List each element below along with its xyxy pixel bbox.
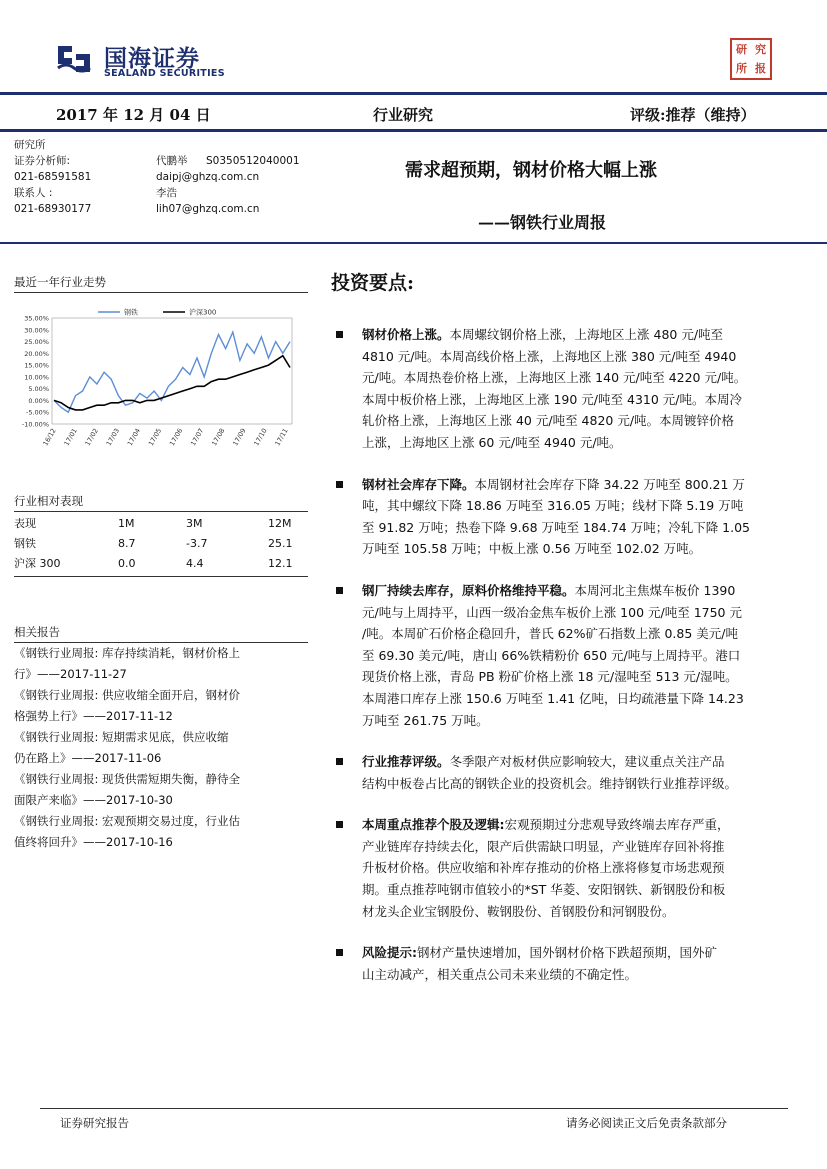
related-item[interactable] [14, 811, 314, 853]
point-item [336, 751, 806, 794]
point-line: 升板材价格。供应收缩和补库存推动的价格上涨将修复市场悲观预 [362, 860, 725, 876]
y-tick-label: 25.00% [24, 338, 49, 347]
x-tick-label: 17/03 [104, 427, 122, 448]
related-title: 相关报告 [14, 625, 60, 639]
point-line: 结构中板卷占比高的钢铁企业的投资机会。维持钢铁行业推荐评级。 [362, 775, 738, 791]
x-tick-label: 17/08 [210, 427, 227, 448]
related-item[interactable] [14, 727, 314, 769]
table-cell: 12.1 [268, 556, 293, 570]
legend-label: 沪深300 [189, 308, 217, 317]
point-line: 万吨至 105.58 万吨；中板上涨 0.56 万吨至 102.02 万吨。 [362, 541, 702, 557]
contact-phone: 021-68930177 [14, 203, 92, 215]
point-item [336, 814, 806, 922]
point-line: 材龙头企业宝钢股份、鞍钢股份、首钢股份和河钢股份。 [362, 903, 675, 919]
sealand-logo-icon [54, 40, 94, 78]
point-line: 宏观预期过分悲观导致终端去库存严重， [504, 817, 730, 833]
table-header: 表现 [14, 517, 36, 530]
related-line: 行》——2017-11-27 [14, 667, 127, 681]
point-item [336, 324, 806, 454]
report-subtitle: ——钢铁行业周报 [478, 213, 607, 232]
y-tick-label: 35.00% [24, 314, 49, 323]
stamp-char: 所 [736, 61, 747, 75]
y-tick-label: 0.00% [28, 396, 49, 405]
logo-english: SEALAND SECURITIES [104, 68, 225, 79]
table-header: 12M [268, 516, 292, 530]
point-line: 期。重点推荐吨钢市值较小的*ST 华菱、安阳钢铁、新钢股份和板 [362, 882, 726, 898]
x-tick-label: 17/05 [146, 427, 164, 448]
analyst-label: 证券分析师: [14, 155, 71, 167]
x-tick-label: 17/11 [273, 427, 290, 448]
analyst-row [14, 153, 334, 169]
point-line: 4810 元/吨。本周高线价格上涨，上海地区上涨 380 元/吨至 4940 [362, 348, 737, 364]
point-line: /吨。本周矿石价格企稳回升，普氏 62%矿石指数上涨 0.85 美元/吨 [362, 626, 738, 642]
divider [14, 511, 308, 512]
x-tick-label: 17/10 [252, 427, 269, 448]
table-row [14, 553, 308, 573]
point-line: 本周螺纹钢价格上涨，上海地区上涨 480 元/吨至 [449, 327, 724, 342]
related-line: 面限产来临》——2017-10-30 [14, 793, 173, 807]
contact-email[interactable]: lih07@ghzq.com.cn [156, 203, 260, 215]
research-stamp [730, 38, 772, 80]
point-line: 本周钢材社会库存下降 34.22 万吨至 800.21 万 [474, 476, 745, 492]
points-title: 投资要点: [331, 272, 415, 294]
stamp-char: 报 [755, 61, 766, 75]
point-head: 本周重点推荐个股及逻辑: [362, 817, 505, 833]
bullet-square-icon [336, 481, 343, 488]
point-head: 钢材价格上涨。 [362, 327, 450, 342]
related-line: 《钢铁行业周报: 宏观预期交易过度，行业估 [14, 814, 241, 828]
table-header: 3M [186, 516, 203, 530]
logo-chinese: 国海证券 [104, 46, 200, 72]
point-head: 风险提示: [362, 945, 417, 961]
point-head: 钢厂持续去库存，原料价格维持平稳。 [362, 582, 575, 598]
point-line: 现货价格上涨，青岛 PB 粉矿价格上涨 18 元/湿吨至 513 元/湿吨。 [362, 669, 738, 685]
report-date: 2017 年 12 月 04 日 [56, 106, 211, 124]
related-line: 《钢铁行业周报: 库存持续消耗，钢材价格上 [14, 646, 241, 660]
bullet-square-icon [336, 821, 343, 828]
series-line-steel [54, 332, 290, 412]
related-list [14, 643, 314, 853]
analyst-email[interactable]: daipj@ghzq.com.cn [156, 171, 260, 183]
point-line: 至 91.82 万吨；热卷下降 9.68 万吨至 184.74 万吨；冷轧下降 1.05 [362, 519, 751, 535]
analyst-phone: 021-68591581 [14, 171, 92, 183]
bullet-square-icon [336, 331, 343, 338]
divider [14, 576, 308, 577]
table-header: 1M [118, 516, 135, 530]
x-tick-label: 17/01 [62, 427, 79, 448]
bullet-square-icon [336, 587, 343, 594]
x-tick-label: 17/06 [167, 427, 185, 448]
y-tick-label: 20.00% [24, 349, 49, 358]
y-tick-label: 15.00% [24, 361, 49, 370]
footer-divider [40, 1108, 788, 1109]
point-line: 吨，其中螺纹下降 18.86 万吨至 316.05 万吨；线材下降 5.19 万吨 [362, 498, 744, 514]
related-item[interactable] [14, 685, 314, 727]
header-divider [0, 242, 827, 244]
point-item [336, 580, 806, 731]
point-line: 元/吨。本周热卷价格上涨，上海地区上涨 140 元/吨至 4220 元/吨。 [362, 370, 747, 386]
y-tick-label: 5.00% [28, 385, 49, 394]
related-line: 《钢铁行业周报: 供应收缩全面开启，钢材价 [14, 688, 241, 702]
point-line: 万吨至 261.75 万吨。 [362, 712, 489, 728]
analyst-name: 代鹏举 [156, 155, 188, 167]
x-tick-label: 17/02 [83, 427, 100, 448]
stamp-char: 究 [755, 42, 766, 56]
point-item [336, 942, 806, 985]
report-title: 需求超预期，钢材价格大幅上涨 [405, 160, 657, 181]
x-tick-label: 16/12 [41, 427, 58, 448]
table-cell: 0.0 [118, 556, 136, 570]
table-cell: 8.7 [118, 536, 136, 550]
analyst-row [14, 185, 334, 201]
x-tick-label: 17/07 [189, 427, 206, 448]
x-tick-label: 17/04 [125, 427, 143, 448]
stamp-char: 研 [736, 42, 747, 56]
related-line: 《钢铁行业周报: 短期需求见底，供应收缩 [14, 730, 229, 744]
y-tick-label: 10.00% [24, 373, 49, 382]
related-line: 仍在路上》——2017-11-06 [14, 751, 162, 765]
point-line: 至 69.30 美元/吨，唐山 66%铁精粉价 650 元/吨与上周持平。港口 [362, 647, 741, 663]
contact-label: 联系人 : [14, 187, 53, 199]
legend-label: 钢铁 [124, 308, 138, 317]
divider [14, 292, 308, 293]
y-tick-label: 30.00% [24, 326, 49, 335]
analyst-cert: S0350512040001 [206, 155, 300, 167]
point-line: 轧价格上涨，上海地区上涨 40 元/吨至 4820 元/吨。本周镀锌价格 [362, 413, 735, 429]
bullet-square-icon [336, 758, 343, 765]
report-type: 行业研究 [373, 106, 434, 124]
point-line: 本周港口库存上涨 150.6 万吨至 1.41 亿吨，日均疏港量下降 14.23 [362, 690, 744, 706]
dept-label: 研究所 [14, 139, 46, 151]
investment-points [336, 324, 806, 985]
point-line: 产业链库存持续去化，限产后供需缺口明显，产业链库存回补将推 [362, 838, 725, 854]
report-info-bar [0, 92, 827, 132]
related-item[interactable] [14, 643, 314, 685]
point-line: 山主动减产，相关重点公司未来业绩的不确定性。 [362, 966, 638, 982]
trend-chart [10, 300, 300, 460]
table-cell: 沪深 300 [14, 557, 61, 570]
perf-table [14, 513, 308, 573]
contact-name: 李浩 [156, 187, 177, 199]
related-line: 《钢铁行业周报: 现货供需短期失衡，静待全 [14, 772, 241, 786]
x-tick-label: 17/09 [231, 427, 248, 448]
table-cell: 4.4 [186, 556, 204, 570]
footer-right: 请务必阅读正文后免责条款部分 [566, 1116, 727, 1130]
point-line: 元/吨与上周持平，山西一级冶金焦车板价上涨 100 元/吨至 1750 元 [362, 604, 742, 620]
table-cell: 25.1 [268, 536, 293, 550]
point-head: 行业推荐评级。 [362, 754, 450, 770]
analyst-row [14, 201, 334, 217]
footer-left: 证券研究报告 [60, 1116, 129, 1130]
related-item[interactable] [14, 769, 314, 811]
table-cell: 钢铁 [14, 537, 36, 550]
y-tick-label: -10.00% [21, 420, 49, 429]
point-line: 本周中板价格上涨，上海地区上涨 190 元/吨至 4310 元/吨。本周冷 [362, 391, 742, 407]
point-line: 冬季限产对板材供应影响较大，建议重点关注产品 [449, 754, 725, 770]
analyst-row [14, 169, 334, 185]
point-line: 本周河北主焦煤车板价 1390 [574, 582, 736, 598]
perf-title: 行业相对表现 [14, 494, 83, 508]
related-line: 格强势上行》——2017-11-12 [14, 709, 173, 723]
y-tick-label: -5.00% [26, 408, 49, 417]
related-line: 值终将回升》——2017-10-16 [14, 835, 173, 849]
point-item [336, 474, 806, 560]
point-line: 上涨，上海地区上涨 60 元/吨至 4940 元/吨。 [362, 434, 622, 450]
analyst-block [14, 153, 334, 217]
point-line: 钢材产量快速增加，国外钢材价格下跌超预期，国外矿 [417, 945, 718, 961]
trend-title: 最近一年行业走势 [14, 275, 106, 289]
table-row [14, 513, 308, 533]
bullet-square-icon [336, 949, 343, 956]
point-head: 钢材社会库存下降。 [362, 476, 475, 492]
table-cell: -3.7 [186, 536, 208, 550]
report-rating: 评级:推荐（维持） [630, 106, 756, 124]
table-row [14, 533, 308, 553]
